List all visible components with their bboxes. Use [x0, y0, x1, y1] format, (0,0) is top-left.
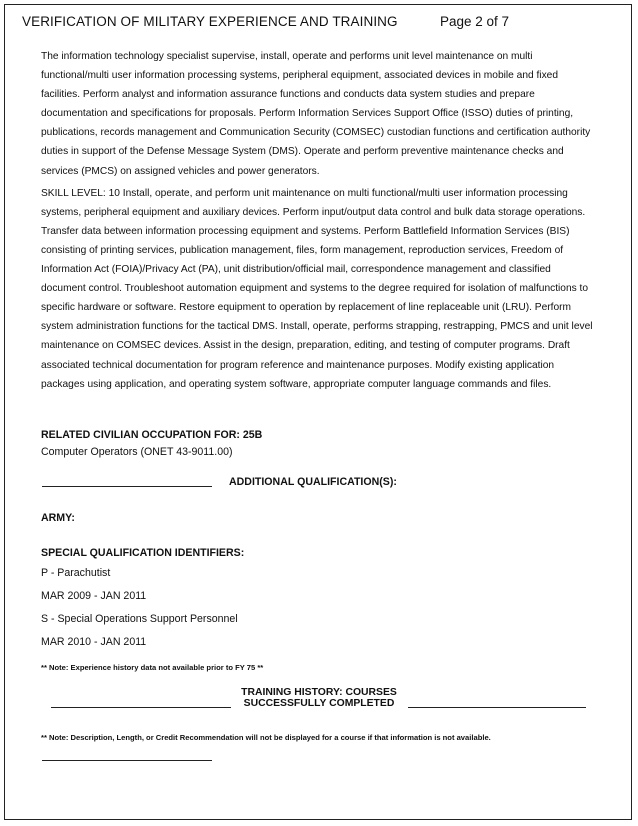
courses-note: ** Note: Description, Length, or Credit Recommendation will not be displayed for a course if that information is not available. — [41, 733, 491, 742]
experience-note: ** Note: Experience history data not available prior to FY 75 ** — [41, 663, 264, 672]
additional-qualifications-heading: ADDITIONAL QUALIFICATION(S): — [229, 476, 397, 488]
document-title: VERIFICATION OF MILITARY EXPERIENCE AND TRAINING — [22, 14, 398, 29]
description-paragraph: The information technology specialist supervise, install, operate and performs unit level maintenance on multi functional/multi user information processing systems, peripheral equipment, associated devices in mobile and fixed facilities. Perform analyst and information assurance functions and conducts data system studies and prepare documentation and specifications for proposals. Perform Information Services Support Office (ISSO) duties of printing, publications, records management and Communication Security (COMSEC) custodian functions and certification authority duties in support of the Defense Message System (DMS). Operate and perform preventive maintenance checks and services (PMCS) on assigned vehicles and power generators. — [41, 51, 591, 177]
skill-level-paragraph: SKILL LEVEL: 10 Install, operate, and perform unit maintenance on multi functional/multi user information processing systems, peripheral equipment and auxiliary devices. Perform input/output data control and bulk data storage operations. Transfer data between information processing equipment and systems. Perform Battlefield Information Services (BIS) consisting of printing services, publication management, files, form management, reproduction services, Freedom of Information Act (FOIA)/Privacy Act (PA), unit distribution/official mail, correspondence management and classified document control. Troubleshoot automation equipment and systems to the degree required for isolation of malfunctions to specific hardware or software. Restore equipment to operation by replacement of line replaceable unit (LRU). Perform system administration functions for the tactical DMS. Install, operate, performs strapping, restrapping, PMCS and unit level maintenance on COMSEC devices. Assist in the design, preparation, editing, and testing of computer programs. Draft associated technical documentation for program reference and maintenance purposes. Modify existing application packages using application, and operating system software, appropriate computer language commands and files. — [41, 187, 593, 390]
training-heading-line1: TRAINING HISTORY: COURSES — [241, 687, 397, 698]
sqi-item: MAR 2009 - JAN 2011 — [41, 590, 147, 602]
description-body — [41, 47, 596, 394]
page-number: Page 2 of 7 — [440, 14, 510, 29]
training-rule-left — [51, 707, 231, 708]
sqi-heading: SPECIAL QUALIFICATION IDENTIFIERS: — [41, 547, 245, 559]
related-occupation-heading: RELATED CIVILIAN OCCUPATION FOR: 25B — [41, 429, 263, 441]
training-rule-right — [408, 707, 586, 708]
training-heading-line2: SUCCESSFULLY COMPLETED — [243, 698, 395, 709]
related-occupation-value: Computer Operators (ONET 43-9011.00) — [41, 446, 233, 458]
bottom-rule — [42, 760, 212, 761]
sqi-item: P - Parachutist — [41, 567, 111, 579]
sqi-item: MAR 2010 - JAN 2011 — [41, 636, 147, 648]
sqi-item: S - Special Operations Support Personnel — [41, 613, 238, 625]
army-heading: ARMY: — [41, 512, 75, 524]
additional-rule-left — [42, 486, 212, 487]
training-history-heading — [230, 687, 408, 709]
